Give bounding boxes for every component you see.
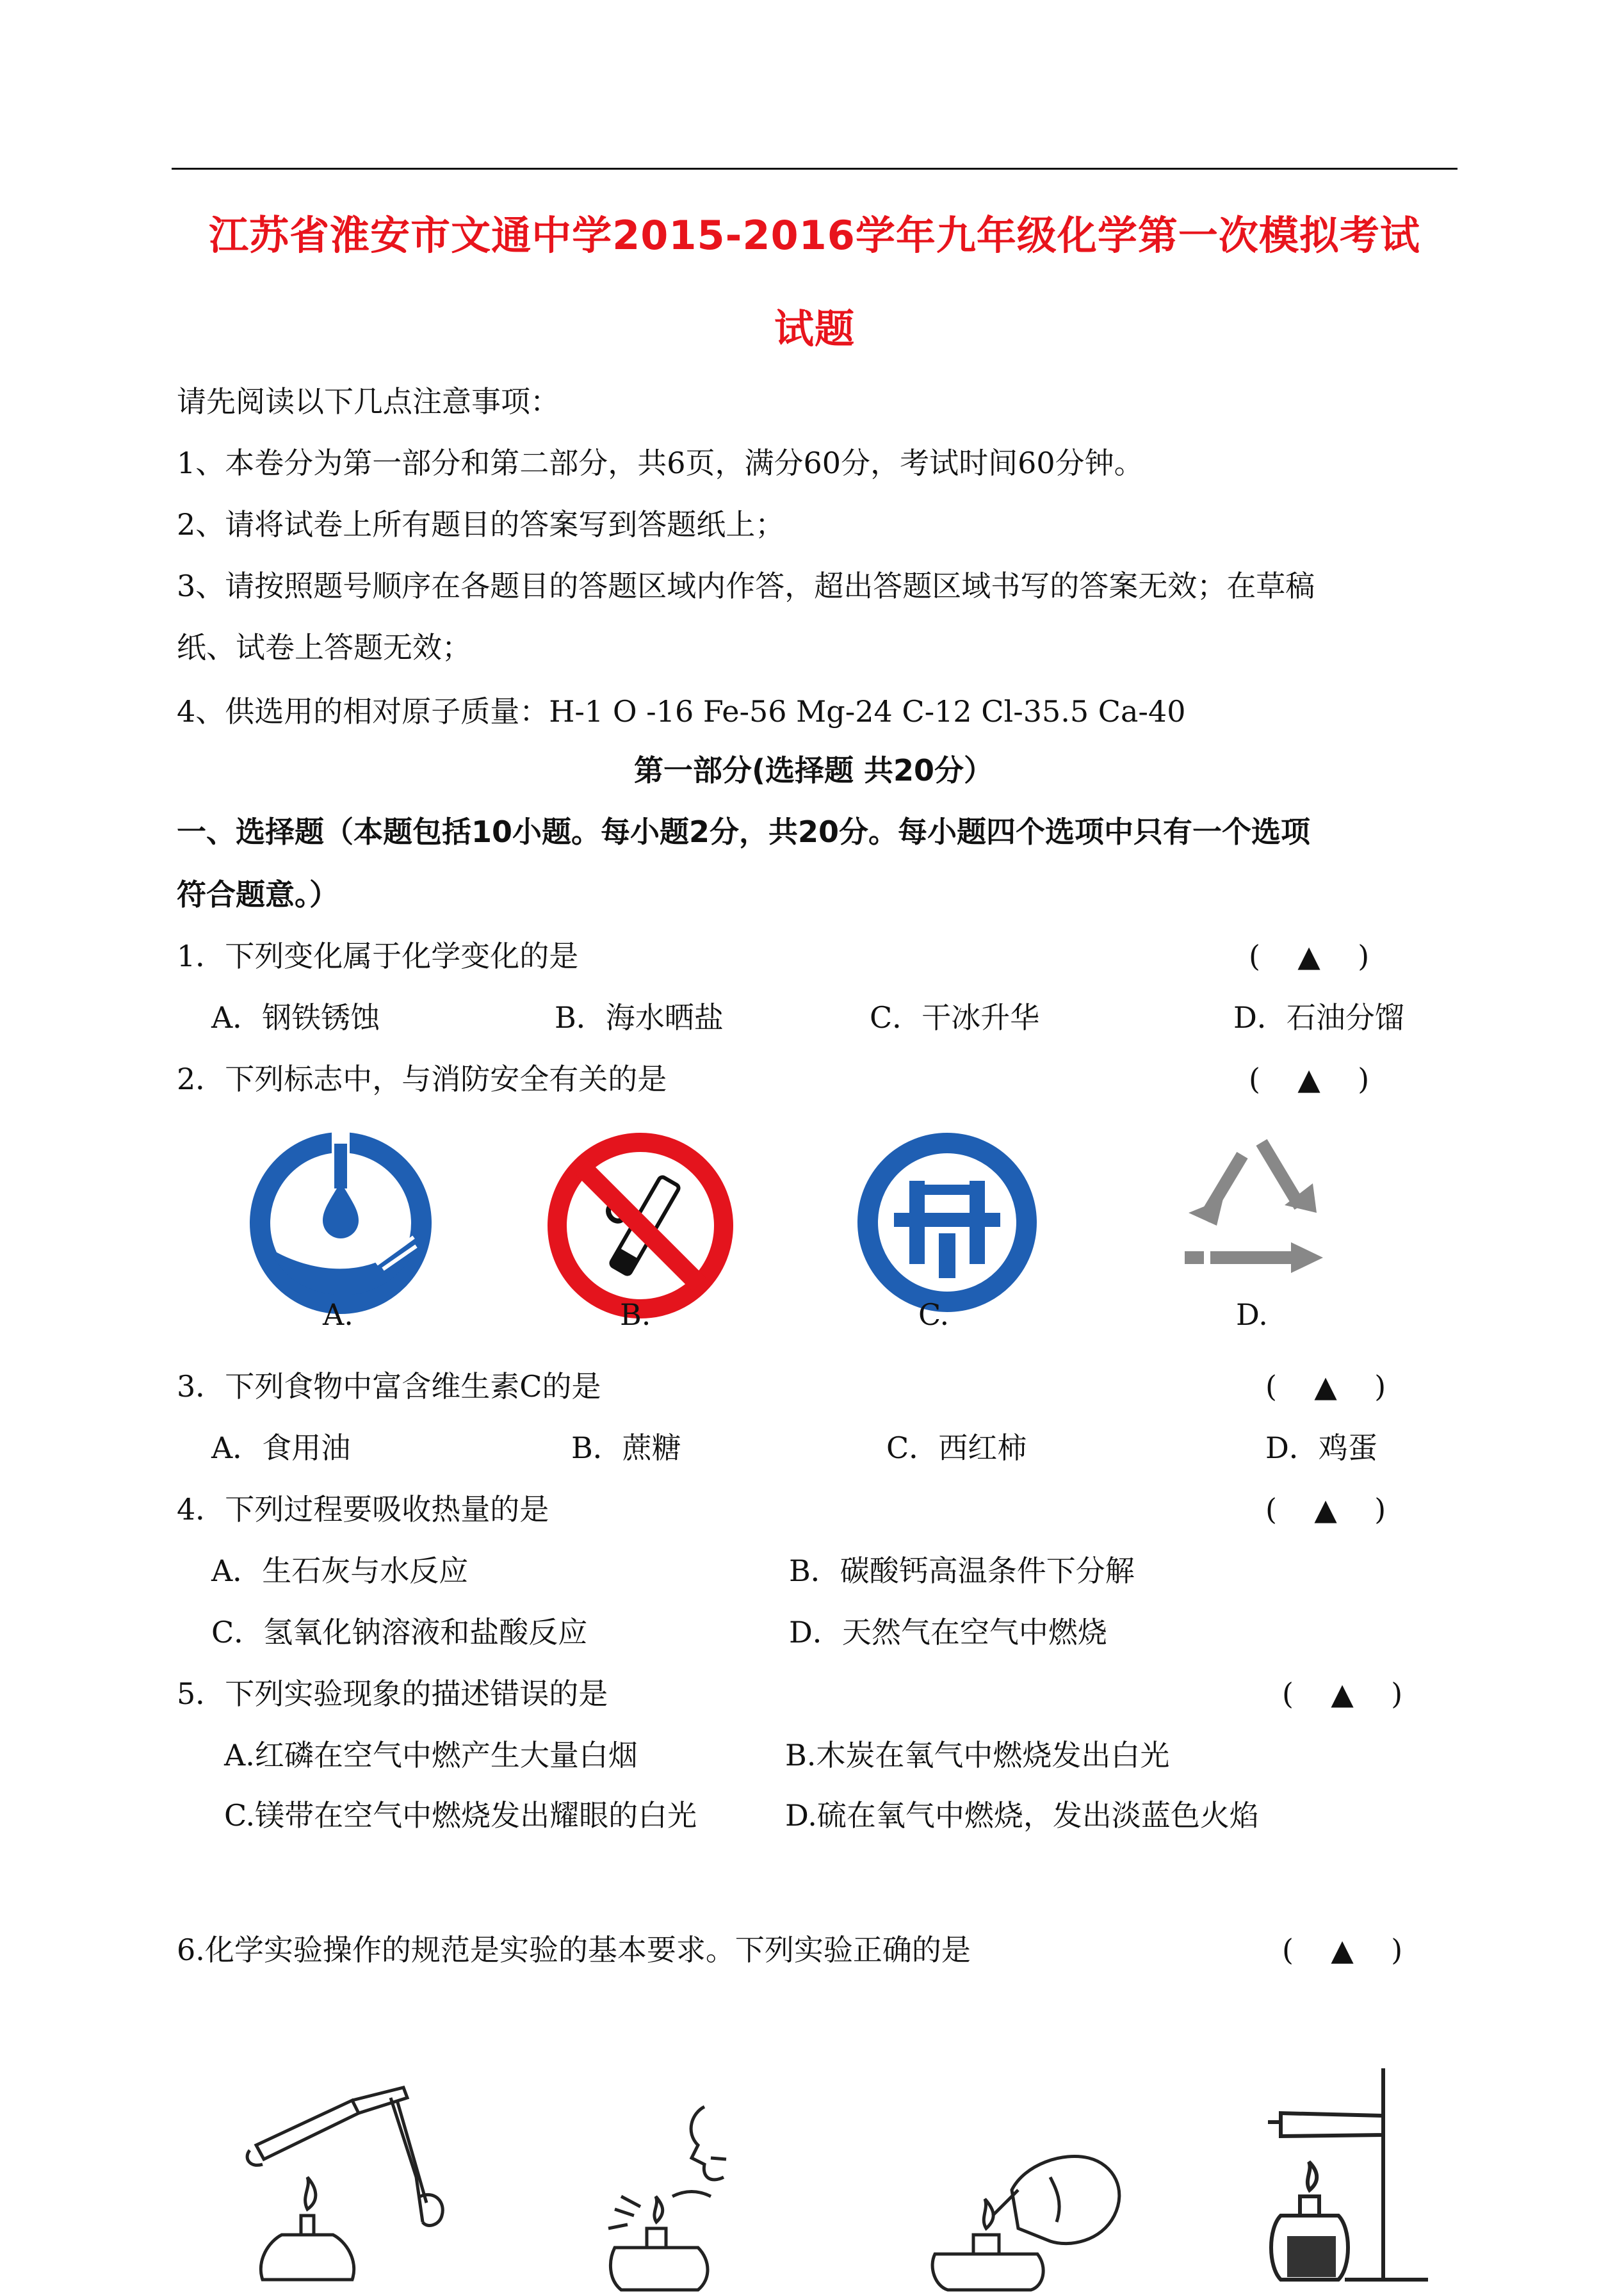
q1-option-d: D．石油分馏 (1233, 1000, 1404, 1035)
energy-saving-icon (856, 1131, 1039, 1314)
q3-option-a: A．食用油 (211, 1431, 351, 1465)
q4-option-c: C．氢氧化钠溶液和盐酸反应 (211, 1615, 588, 1650)
no-smoking-icon (544, 1130, 736, 1322)
q5-option-d: D.硫在氧气中燃烧，发出淡蓝色火焰 (785, 1798, 1259, 1833)
q4-option-a: A．生石灰与水反应 (211, 1553, 469, 1588)
answer-bracket-1: ( ▲ ) (1249, 939, 1370, 973)
answer-bracket-5: ( ▲ ) (1282, 1676, 1403, 1711)
part1-heading: 第一部分(选择题 共20分） (634, 753, 994, 788)
q5-option-b: B.木炭在氧气中燃烧发出白光 (785, 1738, 1170, 1772)
q4-option-d: D．天然气在空气中燃烧 (789, 1615, 1107, 1650)
page-title-line2: 试题 (774, 305, 855, 352)
notice-heading: 请先阅读以下几点注意事项： (177, 384, 560, 419)
answer-bracket-2: ( ▲ ) (1249, 1062, 1370, 1096)
notice-item-1: 1、本卷分为第一部分和第二部分，共6页，满分60分，考试时间60分钟。 (177, 446, 1144, 480)
q2-option-b: B. (620, 1297, 651, 1332)
page-title-line1: 江苏省淮安市文通中学2015-2016学年九年级化学第一次模拟考试 (209, 212, 1420, 259)
answer-bracket-4: ( ▲ ) (1265, 1492, 1386, 1527)
q1-option-c: C．干冰升华 (870, 1000, 1040, 1035)
notice-item-4: 4、供选用的相对原子质量：H-1 O -16 Fe-56 Mg-24 C-12 Cl-35.5 Ca-40 (177, 694, 1186, 729)
section-instructions-cont: 符合题意。） (177, 877, 339, 912)
heating-on-stand-icon (1242, 2062, 1434, 2295)
notice-item-2: 2、请将试卷上所有题目的答案写到答题纸上； (177, 507, 785, 542)
smelling-gas-icon (589, 2088, 794, 2292)
heating-test-tube-icon (231, 2075, 474, 2292)
header-rule (172, 168, 1458, 170)
recycle-icon (1165, 1130, 1358, 1290)
question-5-stem: 5．下列实验现象的描述错误的是 (177, 1676, 608, 1711)
answer-bracket-6: ( ▲ ) (1282, 1933, 1403, 1967)
water-saving-icon (245, 1127, 437, 1319)
question-1-stem: 1．下列变化属于化学变化的是 (177, 939, 579, 973)
q3-option-d: D．鸡蛋 (1265, 1431, 1377, 1465)
q2-option-c: C. (918, 1297, 950, 1332)
lighting-alcohol-lamp-icon (922, 2094, 1140, 2292)
question-6-stem: 6.化学实验操作的规范是实验的基本要求。下列实验正确的是 (177, 1933, 971, 1967)
q5-option-c: C.镁带在空气中燃烧发出耀眼的白光 (224, 1798, 697, 1833)
question-2-stem: 2．下列标志中，与消防安全有关的是 (177, 1062, 667, 1096)
answer-bracket-3: ( ▲ ) (1265, 1369, 1386, 1404)
q4-option-b: B．碳酸钙高温条件下分解 (789, 1553, 1135, 1588)
q1-option-b: B．海水晒盐 (555, 1000, 724, 1035)
q5-option-a: A.红磷在空气中燃产生大量白烟 (224, 1738, 638, 1772)
q1-option-a: A．钢铁锈蚀 (211, 1000, 380, 1035)
question-4-stem: 4．下列过程要吸收热量的是 (177, 1492, 549, 1527)
notice-item-3-cont: 纸、试卷上答题无效； (177, 630, 471, 665)
q3-option-b: B．蔗糖 (571, 1431, 681, 1465)
q3-option-c: C．西红柿 (886, 1431, 1027, 1465)
q2-option-a: A. (323, 1297, 353, 1332)
q2-option-d: D. (1236, 1297, 1268, 1332)
question-3-stem: 3．下列食物中富含维生素C的是 (177, 1369, 601, 1404)
section-instructions: 一、选择题（本题包括10小题。每小题2分，共20分。每小题四个选项中只有一个选项 (177, 815, 1311, 849)
notice-item-3: 3、请按照题号顺序在各题目的答题区域内作答，超出答题区域书写的答案无效；在草稿 (177, 569, 1315, 603)
